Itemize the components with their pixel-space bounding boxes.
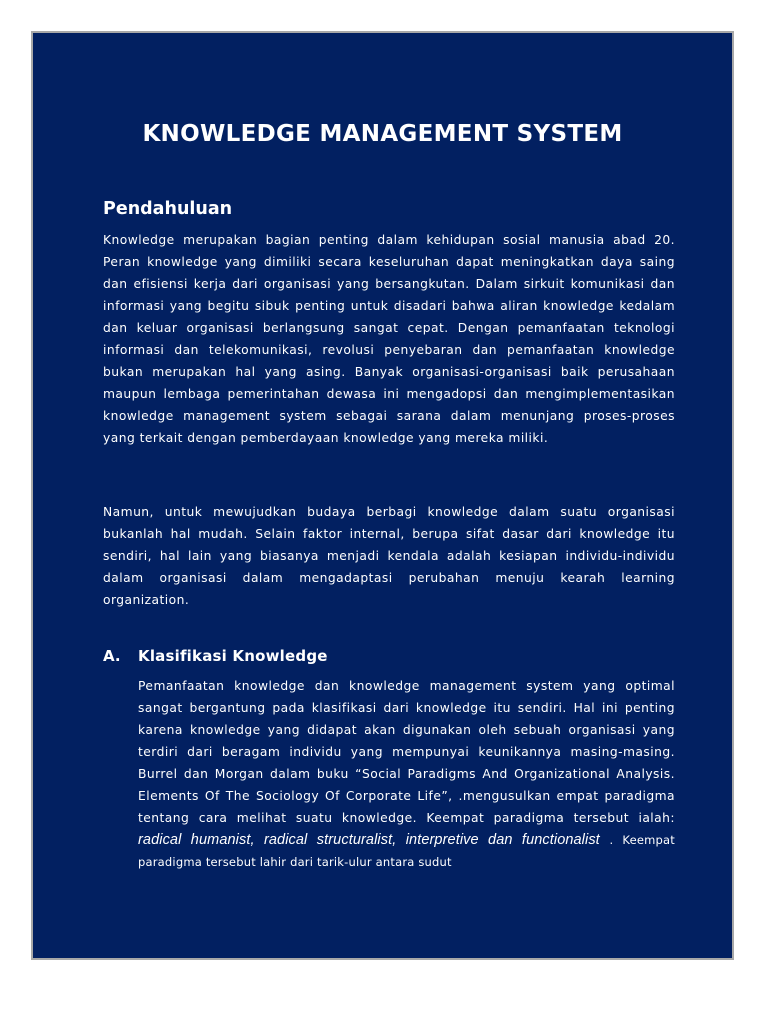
paradigm-list: radical humanist, radical structuralist, interpretive dan functionalist (138, 832, 600, 848)
section-a-paragraph-text: Pemanfaatan knowledge dan knowledge management system yang optimal sangat bergantung pada klasifikasi dari knowledge itu sendiri. Hal ini penting karena knowledge yang didapat akan digunakan oleh sebuah organisasi yang terdiri dari beragam individu yang mempunyai keunikannya masing-masing. Burrel dan Morgan dalam buku “Social Paradigms And Organizational Analysis. Elements Of The Sociology Of Corporate Life”, .mengusulkan empat paradigma tentang cara melihat suatu knowledge. Keempat paradigma tersebut ialah: (138, 679, 675, 825)
section-a-marker: A. (103, 647, 121, 665)
document-page (31, 31, 734, 960)
document-title: KNOWLEDGE MANAGEMENT SYSTEM (142, 121, 623, 147)
section-a-heading: Klasifikasi Knowledge (138, 647, 328, 665)
intro-paragraph-1: Knowledge merupakan bagian penting dalam kehidupan sosial manusia abad 20. Peran knowledge yang dimiliki secara keseluruhan dapat meningkatkan daya saing dan efisiensi kerja dari organisasi yang bersangkutan. Dalam sirkuit komunikasi dan informasi yang begitu sibuk penting untuk disadari bahwa aliran knowledge kedalam dan keluar organisasi berlangsung sangat cepat. Dengan pemanfaatan teknologi informasi dan telekomunikasi, revolusi penyebaran dan pemanfaatan knowledge bukan merupakan hal yang asing. Banyak organisasi-organisasi baik perusahaan maupun lembaga pemerintahan dewasa ini mengadopsi dan mengimplementasikan knowledge management system sebagai sarana dalam menunjang proses-proses yang terkait dengan pemberdayaan knowledge yang mereka miliki. (103, 233, 675, 445)
intro-heading: Pendahuluan (103, 199, 233, 219)
section-a-paragraph (138, 675, 675, 873)
intro-paragraph-2: Namun, untuk mewujudkan budaya berbagi knowledge dalam suatu organisasi bukanlah hal mudah. Selain faktor internal, berupa sifat dasar dari knowledge itu sendiri, hal lain yang biasanya menjadi kendala adalah kesiapan individu-individu dalam organisasi dalam mengadaptasi perubahan menuju kearah learning organization. (103, 505, 675, 607)
section-a-paragraph-tail: . Keempat paradigma tersebut lahir dari tarik-ulur antara sudut (138, 833, 675, 869)
